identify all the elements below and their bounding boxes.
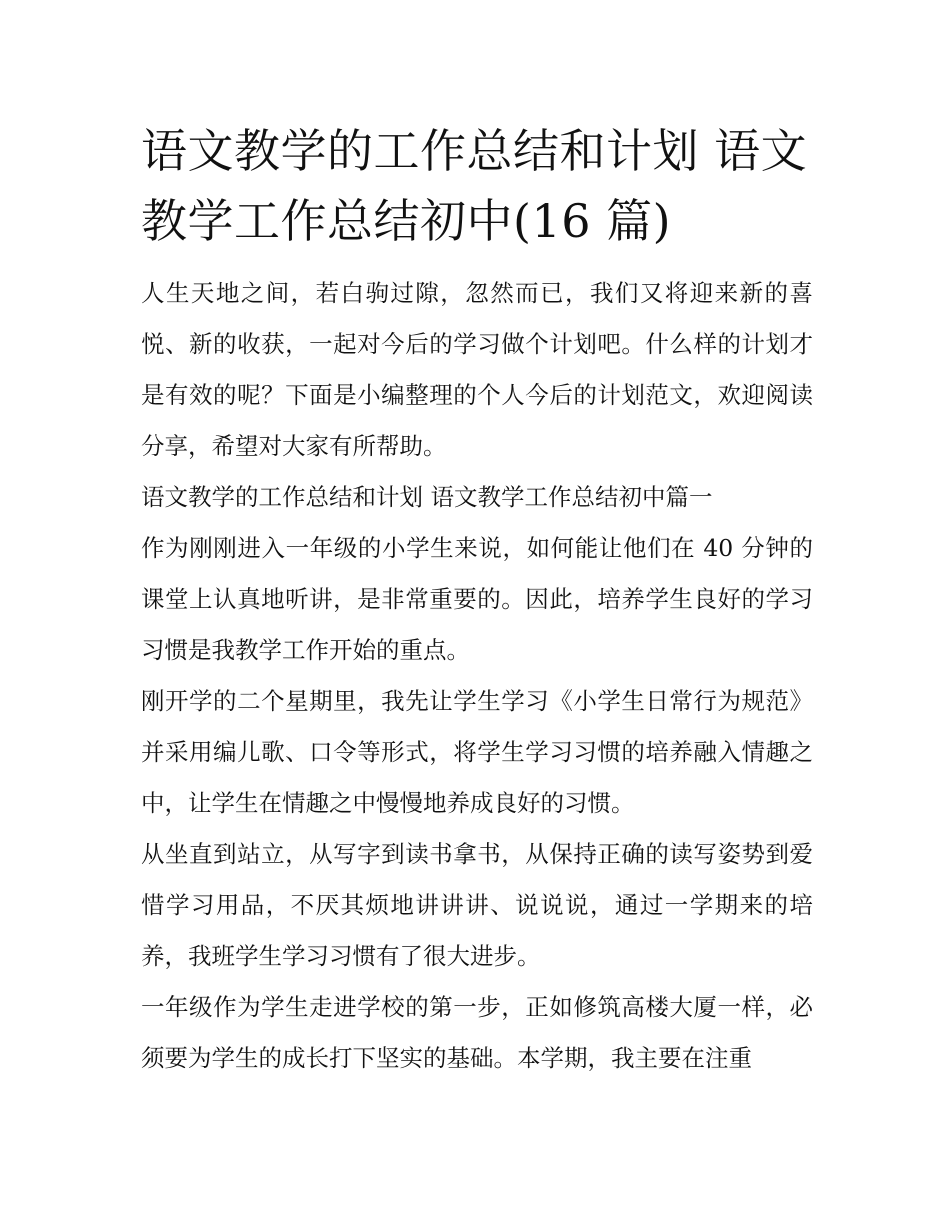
body-paragraph: 刚开学的二个星期里，我先让学生学习《小学生日常行为规范》并采用编儿歌、口令等形式，将学生学习习惯的培养融入情趣之中，让学生在情趣之中慢慢地养成良好的习惯。 <box>141 687 813 817</box>
document-title: 语文教学的工作总结和计划 语文教学工作总结初中(16 篇) <box>141 124 808 248</box>
body-paragraph: 从坐直到站立，从写字到读书拿书，从保持正确的读写姿势到爱惜学习用品，不厌其烦地讲讲讲、说说说，通过一学期来的培养，我班学生学习习惯有了很大进步。 <box>141 840 813 970</box>
body-paragraph: 一年级作为学生走进学校的第一步，正如修筑高楼大厦一样，必须要为学生的成长打下坚实的基础。本学期，我主要在注重 <box>141 993 813 1072</box>
section-heading: 语文教学的工作总结和计划 语文教学工作总结初中篇一 <box>141 483 713 511</box>
document-body <box>141 268 813 1084</box>
intro-paragraph: 人生天地之间，若白驹过隙，忽然而已，我们又将迎来新的喜悦、新的收获，一起对今后的学习做个计划吧。什么样的计划才是有效的呢？下面是小编整理的个人今后的计划范文，欢迎阅读分享，希望对大家有所帮助。 <box>141 279 813 460</box>
body-paragraph: 作为刚刚进入一年级的小学生来说，如何能让他们在 40 分钟的课堂上认真地听讲，是非常重要的。因此，培养学生良好的学习习惯是我教学工作开始的重点。 <box>141 534 813 664</box>
document-content <box>141 116 813 1084</box>
